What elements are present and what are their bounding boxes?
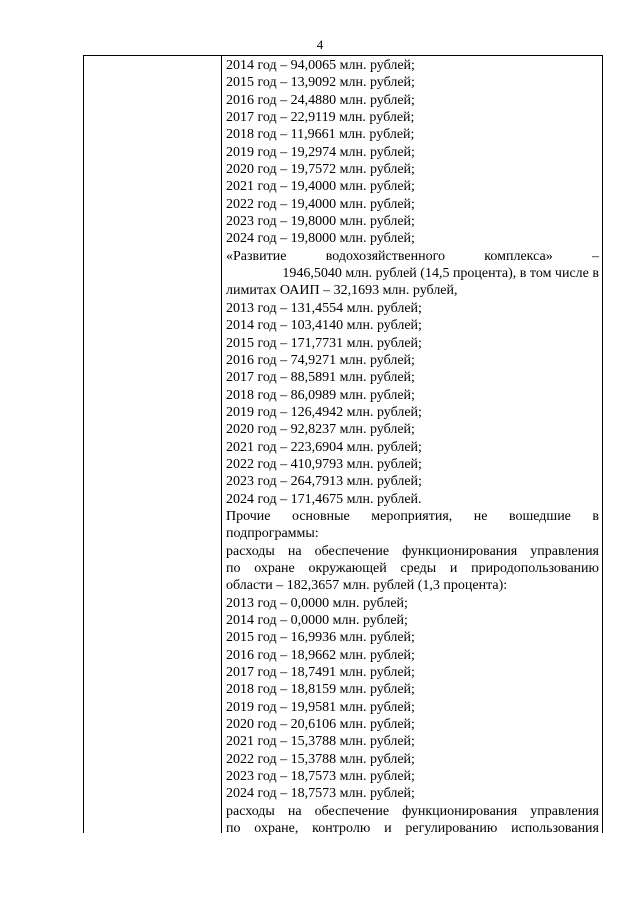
text-line: 2020 год – 19,7572 млн. рублей; <box>226 162 415 178</box>
text-line: 2018 год – 86,0989 млн. рублей; <box>226 387 415 403</box>
text-line: по охране, контролю и регулированию использования <box>226 821 599 837</box>
text-line: 2016 год – 18,9662 млн. рублей; <box>226 647 415 663</box>
text-line: 2013 год – 131,4554 млн. рублей; <box>226 300 422 316</box>
text-line: 2019 год – 126,4942 млн. рублей; <box>226 404 422 420</box>
text-line: 2024 год – 18,7573 млн. рублей; <box>226 786 415 802</box>
text-line: 2015 год – 16,9936 млн. рублей; <box>226 630 415 646</box>
text-line: 2018 год – 11,9661 млн. рублей; <box>226 127 415 143</box>
text-line: 2022 год – 15,3788 млн. рублей; <box>226 751 415 767</box>
text-line: 2020 год – 20,6106 млн. рублей; <box>226 717 415 733</box>
text-line: 2017 год – 88,5891 млн. рублей; <box>226 370 415 386</box>
text-line: 2018 год – 18,8159 млн. рублей; <box>226 682 415 698</box>
document-table <box>83 55 603 837</box>
table-right-cell <box>226 57 599 837</box>
text-line: 2019 год – 19,9581 млн. рублей; <box>226 699 415 715</box>
text-line: 2021 год – 223,6904 млн. рублей; <box>226 439 422 455</box>
text-line: 2017 год – 22,9119 млн. рублей; <box>226 110 415 126</box>
text-line: 1946,5040 млн. рублей (14,5 процента), в том числе в <box>282 266 599 282</box>
text-line: подпрограммы: <box>226 526 319 542</box>
text-line: по охране окружающей среды и природопользованию <box>226 560 599 576</box>
text-line: 2022 год – 410,9793 млн. рублей; <box>226 456 422 472</box>
text-line: 2022 год – 19,4000 млн. рублей; <box>226 196 415 212</box>
text-line: 2024 год – 171,4675 млн. рублей. <box>226 491 422 507</box>
text-line: 2016 год – 24,4880 млн. рублей; <box>226 92 415 108</box>
text-line: 2019 год – 19,2974 млн. рублей; <box>226 144 415 160</box>
column-divider <box>221 56 222 833</box>
text-line: 2014 год – 0,0000 млн. рублей; <box>226 613 408 628</box>
text-line: области – 182,3657 млн. рублей (1,3 процента): <box>226 578 508 594</box>
text-line: Прочие основные мероприятия, не вошедшие в <box>226 508 599 524</box>
text-line: 2016 год – 74,9271 млн. рублей; <box>226 352 415 368</box>
page-number: 4 <box>316 37 324 52</box>
text-line: 2020 год – 92,8237 млн. рублей; <box>226 422 415 438</box>
text-line: 2024 год – 19,8000 млн. рублей; <box>226 231 415 247</box>
text-line: 2023 год – 19,8000 млн. рублей; <box>226 214 415 230</box>
text-line: 2023 год – 18,7573 млн. рублей; <box>226 769 415 785</box>
text-line: 2015 год – 13,9092 млн. рублей; <box>226 75 415 91</box>
text-line: лимитах ОАИП – 32,1693 млн. рублей, <box>226 283 458 299</box>
text-line: 2014 год – 103,4140 млн. рублей; <box>226 318 422 334</box>
text-line: 2023 год – 264,7913 млн. рублей; <box>226 474 422 490</box>
text-line: расходы на обеспечение функционирования управления <box>226 803 599 819</box>
text-line: 2013 год – 0,0000 млн. рублей; <box>226 595 408 611</box>
text-line: 2015 год – 171,7731 млн. рублей; <box>226 335 422 351</box>
text-line: «Развитие водохозяйственного комплекса» – <box>226 248 599 264</box>
text-line: 2021 год – 15,3788 млн. рублей; <box>226 734 415 750</box>
text-line: 2014 год – 94,0065 млн. рублей; <box>226 58 415 73</box>
text-line: 2017 год – 18,7491 млн. рублей; <box>226 665 415 681</box>
text-line: расходы на обеспечение функционирования управления <box>226 543 599 559</box>
text-line: 2021 год – 19,4000 млн. рублей; <box>226 179 415 195</box>
